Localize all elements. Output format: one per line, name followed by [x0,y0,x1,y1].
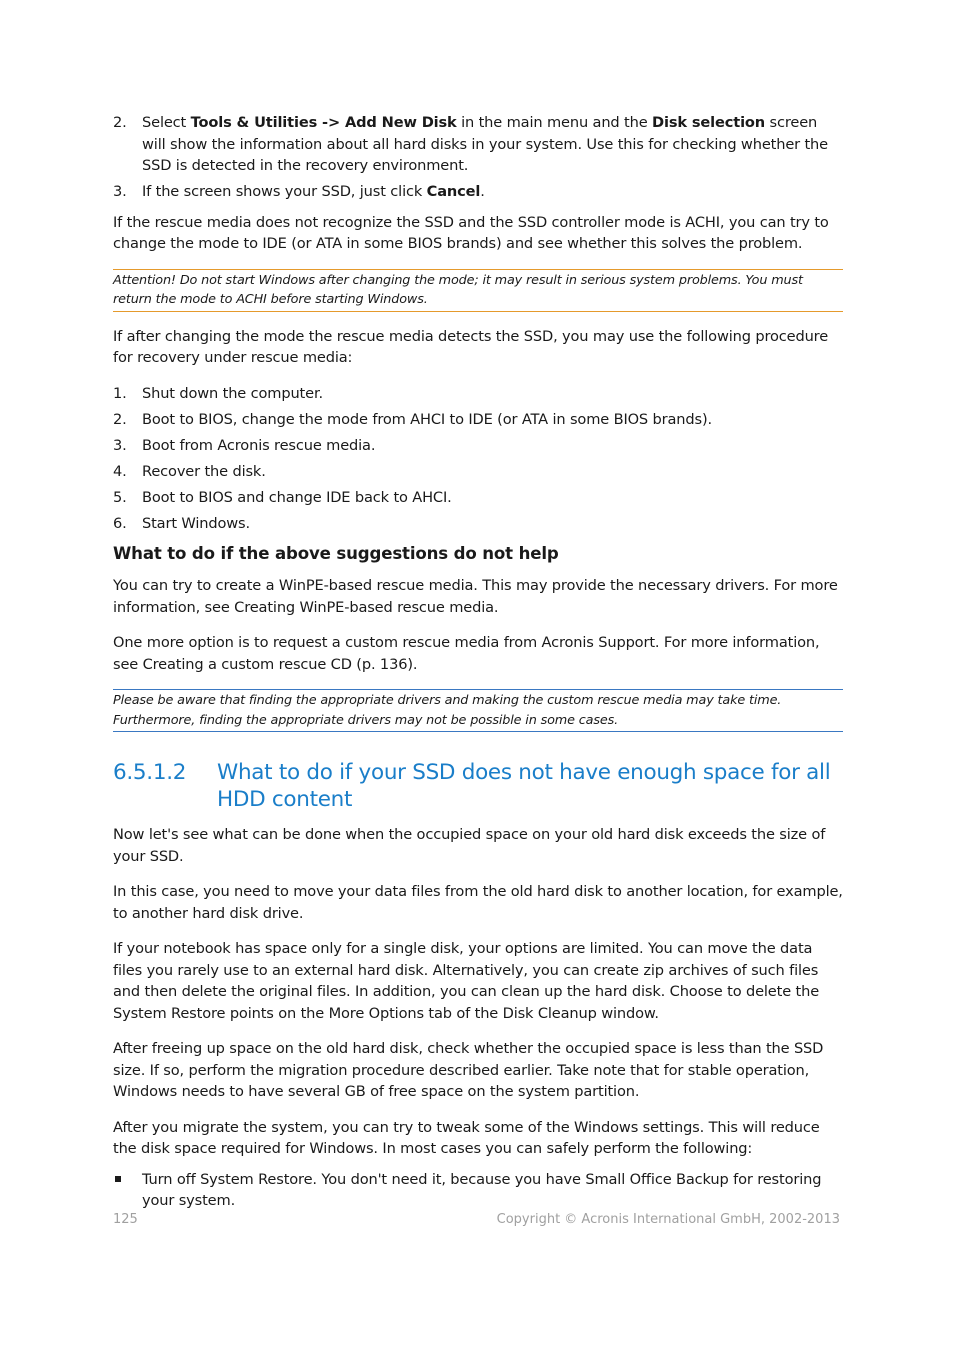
menu-path: Tools & Utilities -> Add New Disk [190,114,457,131]
paragraph-procedure: If after changing the mode the rescue media detects the SSD, you may use the following procedure for recovery under rescue media: [113,327,829,366]
bullet-list [113,1169,843,1212]
paragraph: After you migrate the system, you can try to tweak some of the Windows settings. This will reduce the disk space required for Windows. In most cases you can safely perform the following: [113,1118,820,1157]
paragraph: In this case, you need to move your data files from the old hard disk to another location, for example, to another hard disk drive. [113,883,843,922]
section-heading [113,759,843,813]
bullet-item: Turn off System Restore. You don't need it, because you have Small Office Backup for restoring your system. [113,1169,843,1212]
list-item: 2. Select Tools & Utilities -> Add New Disk in the main menu and the Disk selection screen will show the information about all hard disks in your system. Use this for checking whether the SSD is detected in the recovery environment. [113,114,828,174]
square-bullet-icon [115,1176,121,1182]
page-number: 125 [113,1212,138,1227]
paragraph-custom: One more option is to request a custom rescue media from Acronis Support. For more information, see Creating a custom rescue CD (p. 136). [113,634,820,673]
list-number: 6. [113,514,127,532]
list-number: 1. [113,384,127,402]
paragraph-winpe: You can try to create a WinPE-based rescue media. This may provide the necessary drivers. For more information, see Creating WinPE-based rescue media. [113,577,838,616]
cancel-label: Cancel [426,183,481,200]
list-item: 2. Boot to BIOS, change the mode from AHCI to IDE (or ATA in some BIOS brands). [113,409,843,431]
list-number: 2. [113,114,127,131]
screen-name: Disk selection [652,114,766,131]
paragraph: Now let's see what can be done when the occupied space on your old hard disk exceeds the size of your SSD. [113,826,826,865]
section-number: 6.5.1.2 [113,760,187,785]
list-item: 6. Start Windows. [113,513,843,535]
list-item: 3. If the screen shows your SSD, just click Cancel. [113,181,843,203]
paragraph: If your notebook has space only for a single disk, your options are limited. You can move the data files you rarely use to an external hard disk. Alternatively, you can create zip archives of such files and then delete the original files. In addition, you can clean up the hard disk. Choose to delete the System Restore points on the More Options tab of the Disk Cleanup window. [113,940,820,1022]
list-item: 5. Boot to BIOS and change IDE back to AHCI. [113,487,843,509]
list-number: 5. [113,488,127,506]
procedure-steps-list [113,383,843,535]
checking-steps-list [113,112,843,203]
list-number: 2. [113,410,127,428]
paragraph: After freeing up space on the old hard disk, check whether the occupied space is less than the SSD size. If so, perform the migration procedure described earlier. Take note that for stable operation, Windows needs to have several GB of free space on the system partition. [113,1040,824,1100]
list-number: 3. [113,183,127,200]
copyright-text: Copyright © Acronis International GmbH, 2002-2013 [496,1212,840,1227]
aware-note: Please be aware that finding the appropriate drivers and making the custom rescue media may take time. Furthermore, finding the appropriate drivers may not be possible in some cases. [113,689,843,732]
section-title: What to do if your SSD does not have enough space for all HDD content [217,760,831,812]
page-footer [113,1212,840,1227]
list-number: 3. [113,436,127,454]
list-item: 3. Boot from Acronis rescue media. [113,435,843,457]
list-item: 1. Shut down the computer. [113,383,843,405]
list-item: 4. Recover the disk. [113,461,843,483]
list-number: 4. [113,462,127,480]
document-body [113,112,843,1212]
paragraph-achi: If the rescue media does not recognize the SSD and the SSD controller mode is ACHI, you can try to change the mode to IDE (or ATA in some BIOS brands) and see whether this solves the problem. [113,213,829,252]
subheading: What to do if the above suggestions do not help [113,544,559,563]
attention-note: Attention! Do not start Windows after changing the mode; it may result in serious system problems. You must return the mode to ACHI before starting Windows. [113,269,843,312]
